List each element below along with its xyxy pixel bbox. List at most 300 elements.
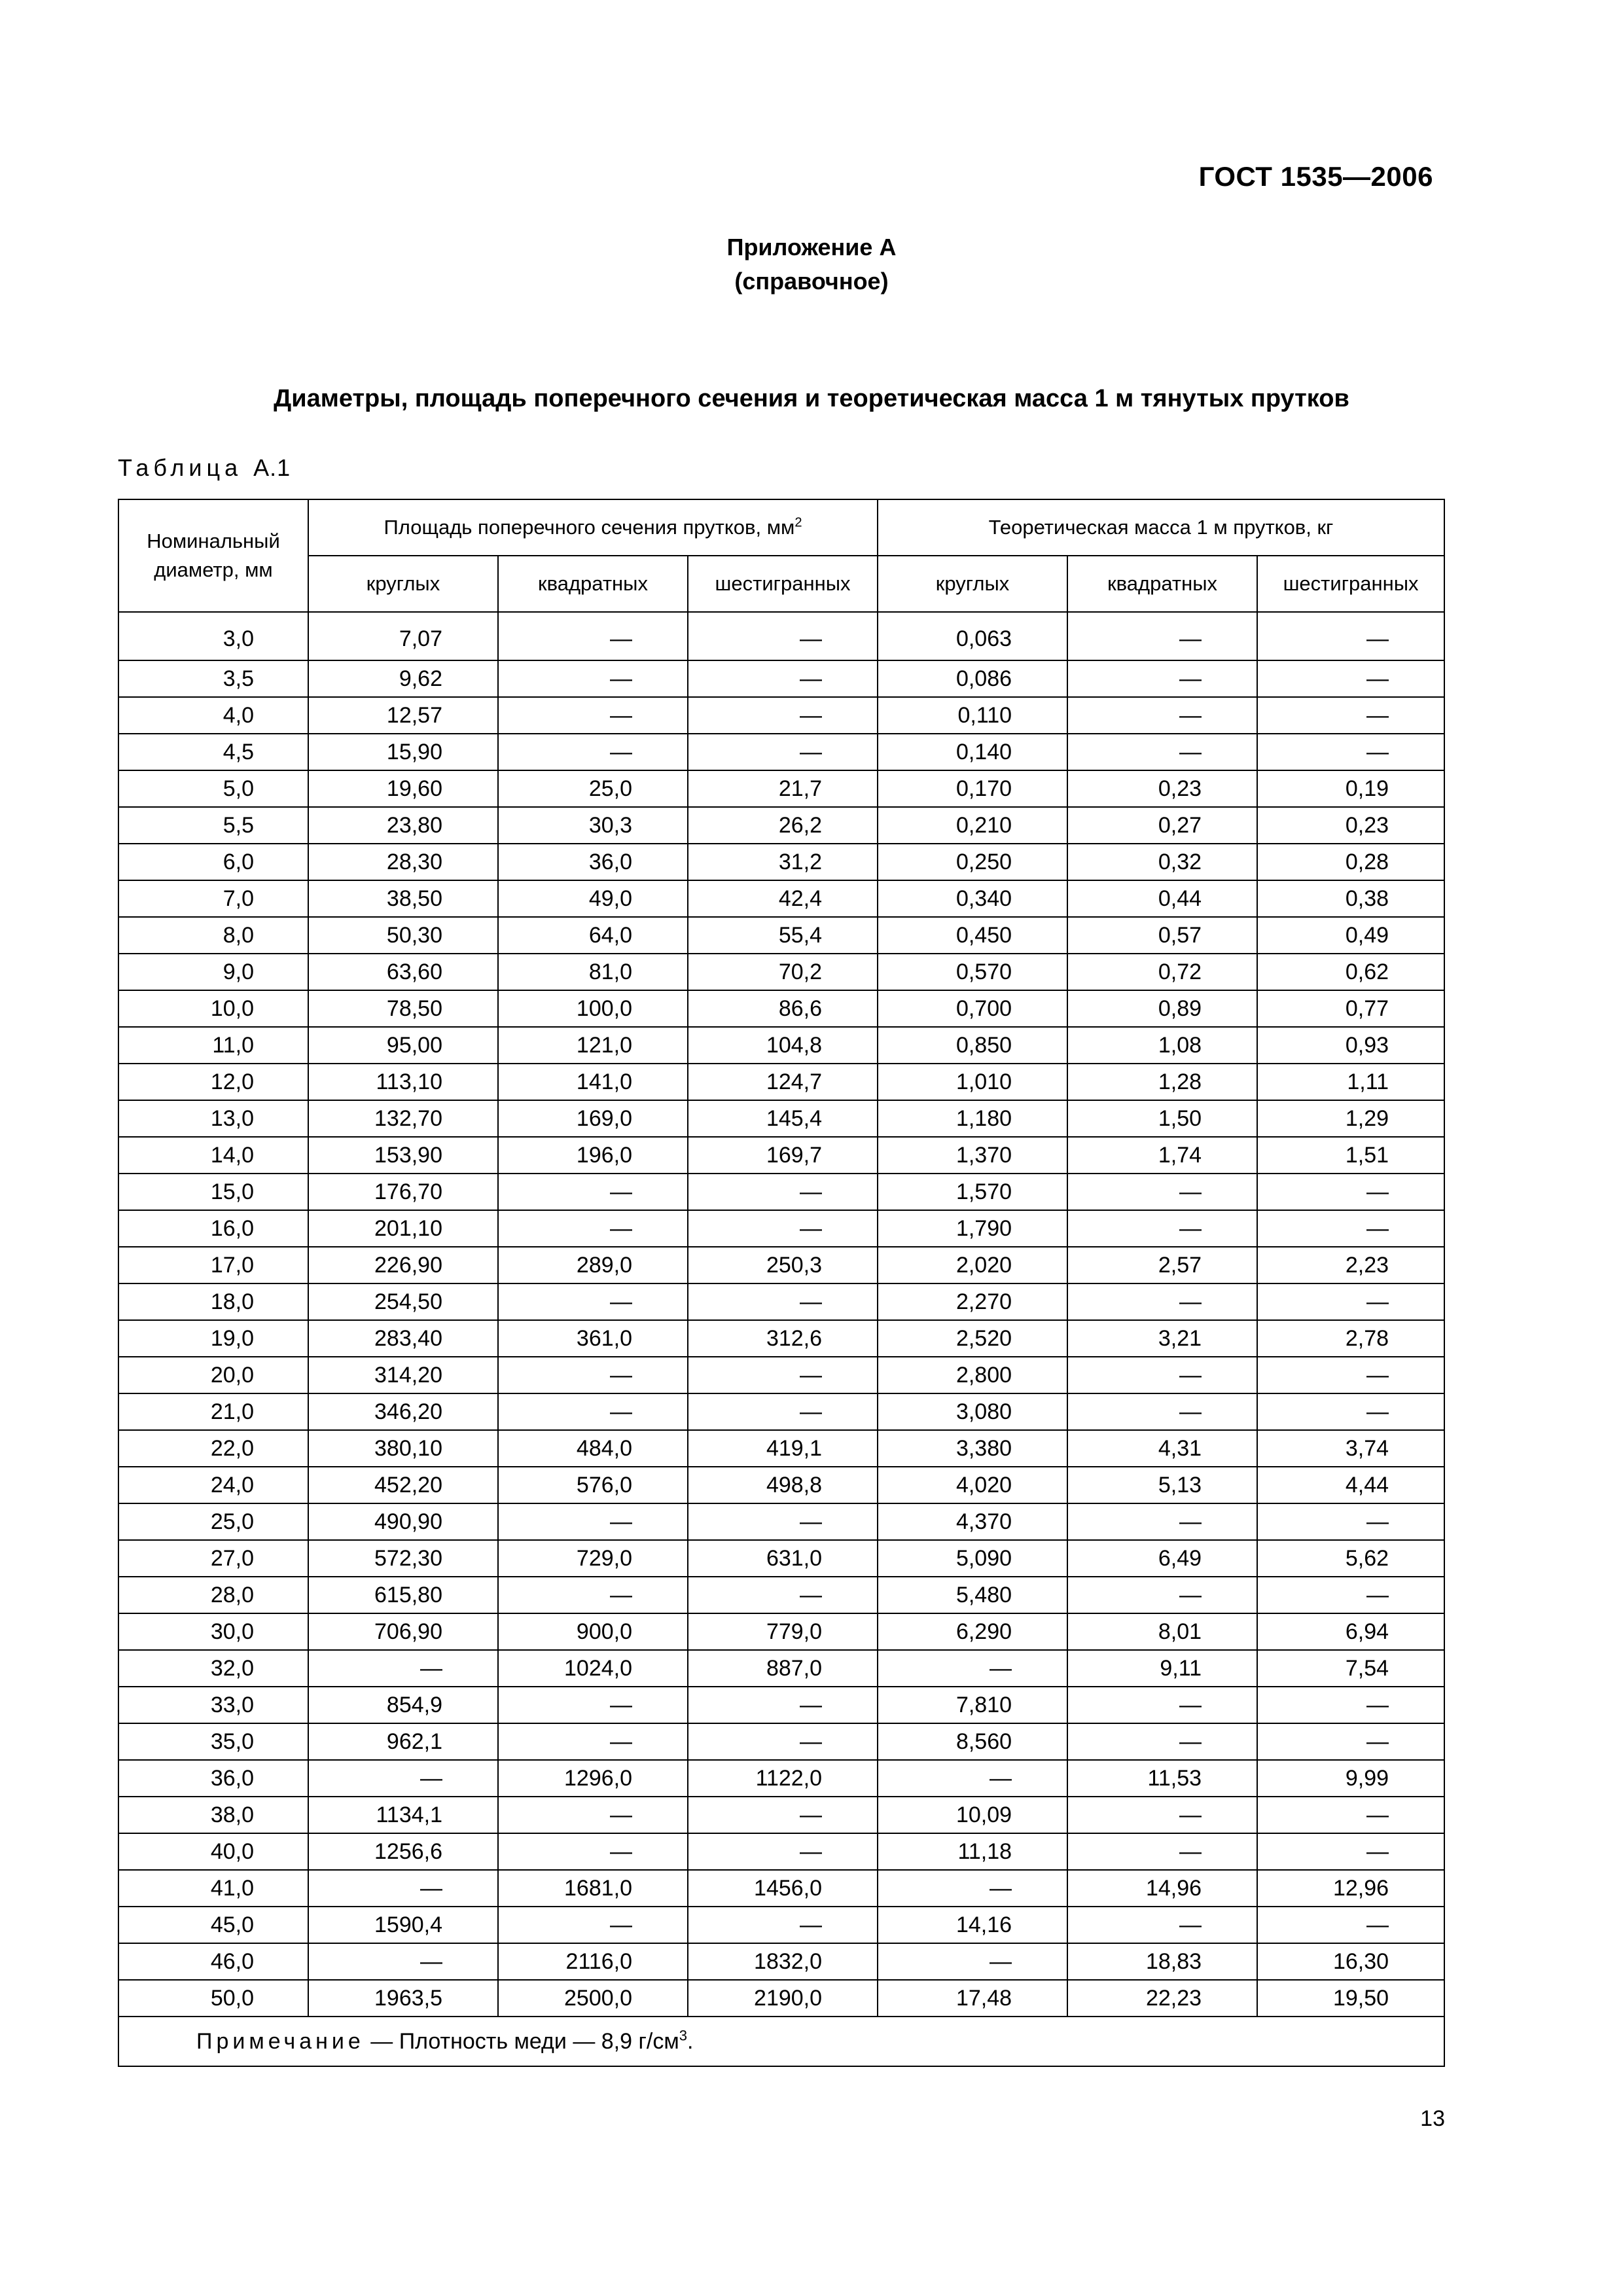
table-note-row (118, 2017, 1444, 2066)
cell-area-square: — (498, 1174, 688, 1210)
cell-area-square: 2500,0 (498, 1980, 688, 2017)
table-row (118, 1430, 1444, 1467)
table-row (118, 660, 1444, 697)
cell-area-hexagonal: 104,8 (688, 1027, 878, 1064)
cell-mass-round: 2,800 (878, 1357, 1067, 1393)
table-row (118, 1613, 1444, 1650)
cell-area-round: 28,30 (308, 844, 498, 880)
cell-area-hexagonal: 887,0 (688, 1650, 878, 1687)
cell-mass-square: — (1067, 1687, 1257, 1723)
table-row (118, 1723, 1444, 1760)
cell-area-round: 95,00 (308, 1027, 498, 1064)
cell-mass-square: 0,32 (1067, 844, 1257, 880)
cell-diameter: 25,0 (118, 1503, 308, 1540)
cell-area-round: 153,90 (308, 1137, 498, 1174)
cell-mass-hexagonal: — (1257, 697, 1444, 734)
cell-area-square: — (498, 1687, 688, 1723)
cell-mass-round: 2,020 (878, 1247, 1067, 1283)
cell-area-round: 7,07 (308, 612, 498, 660)
cell-area-square: 361,0 (498, 1320, 688, 1357)
cell-area-square: 30,3 (498, 807, 688, 844)
subheader-mass-square: квадратных (1067, 556, 1257, 612)
cell-area-hexagonal: 145,4 (688, 1100, 878, 1137)
cell-mass-hexagonal: 4,44 (1257, 1467, 1444, 1503)
cell-diameter: 36,0 (118, 1760, 308, 1797)
cell-mass-square: — (1067, 1907, 1257, 1943)
table-row (118, 734, 1444, 770)
cell-area-square: 141,0 (498, 1064, 688, 1100)
cell-mass-hexagonal: 16,30 (1257, 1943, 1444, 1980)
table-row (118, 844, 1444, 880)
cell-area-round: — (308, 1760, 498, 1797)
table-row (118, 1760, 1444, 1797)
cell-area-hexagonal: — (688, 1210, 878, 1247)
cell-area-square: 1024,0 (498, 1650, 688, 1687)
annex-kind: (справочное) (734, 268, 889, 295)
cell-diameter: 27,0 (118, 1540, 308, 1577)
table-row (118, 1100, 1444, 1137)
subheader-area-square: квадратных (498, 556, 688, 612)
cell-area-hexagonal: 498,8 (688, 1467, 878, 1503)
cell-area-hexagonal: 1122,0 (688, 1760, 878, 1797)
cell-mass-square: 1,28 (1067, 1064, 1257, 1100)
cell-mass-round: — (878, 1650, 1067, 1687)
cell-mass-round: 0,700 (878, 990, 1067, 1027)
cell-area-hexagonal: — (688, 1174, 878, 1210)
cell-area-round: 201,10 (308, 1210, 498, 1247)
table-caption (118, 454, 291, 482)
cell-area-round: 63,60 (308, 954, 498, 990)
cell-area-round: 346,20 (308, 1393, 498, 1430)
cell-mass-hexagonal: — (1257, 1907, 1444, 1943)
cell-area-square: 81,0 (498, 954, 688, 990)
document-title: Диаметры, площадь поперечного сечения и теоретическая масса 1 м тянутых прутков (274, 385, 1349, 412)
cell-area-square: 289,0 (498, 1247, 688, 1283)
cell-mass-round: — (878, 1870, 1067, 1907)
cell-area-square: 900,0 (498, 1613, 688, 1650)
note-end: . (687, 2029, 694, 2054)
cell-area-round: 78,50 (308, 990, 498, 1027)
cell-mass-square: — (1067, 1357, 1257, 1393)
note-sup: 3 (679, 2027, 687, 2044)
cell-mass-hexagonal: — (1257, 1723, 1444, 1760)
cell-area-square: 169,0 (498, 1100, 688, 1137)
cell-area-round: 226,90 (308, 1247, 498, 1283)
cell-diameter: 21,0 (118, 1393, 308, 1430)
cell-mass-hexagonal: — (1257, 734, 1444, 770)
cell-area-round: 38,50 (308, 880, 498, 917)
cell-mass-hexagonal: — (1257, 1833, 1444, 1870)
cell-area-hexagonal: 631,0 (688, 1540, 878, 1577)
table-note (118, 2017, 1444, 2066)
cell-area-hexagonal: — (688, 612, 878, 660)
cell-area-square: 576,0 (498, 1467, 688, 1503)
cell-diameter: 5,0 (118, 770, 308, 807)
cell-mass-round: — (878, 1760, 1067, 1797)
cell-diameter: 50,0 (118, 1980, 308, 2017)
cell-mass-hexagonal: — (1257, 1503, 1444, 1540)
cell-mass-hexagonal: 5,62 (1257, 1540, 1444, 1577)
table-header-row (118, 499, 1444, 556)
cell-mass-round: 5,090 (878, 1540, 1067, 1577)
cell-mass-round: 0,850 (878, 1027, 1067, 1064)
table-row (118, 1357, 1444, 1393)
cell-diameter: 6,0 (118, 844, 308, 880)
table-row (118, 880, 1444, 917)
cell-mass-square: — (1067, 1723, 1257, 1760)
cell-mass-hexagonal: 2,23 (1257, 1247, 1444, 1283)
cell-mass-square: — (1067, 612, 1257, 660)
annex-title: Приложение А (726, 234, 897, 260)
cell-diameter: 28,0 (118, 1577, 308, 1613)
cell-diameter: 3,5 (118, 660, 308, 697)
cell-area-square: 49,0 (498, 880, 688, 917)
cell-mass-hexagonal: — (1257, 1174, 1444, 1210)
cell-area-square: 25,0 (498, 770, 688, 807)
cell-area-hexagonal: 169,7 (688, 1137, 878, 1174)
cell-area-round: 1134,1 (308, 1797, 498, 1833)
cell-area-round: 615,80 (308, 1577, 498, 1613)
cell-area-hexagonal: — (688, 1393, 878, 1430)
cell-mass-square: 1,74 (1067, 1137, 1257, 1174)
cell-area-hexagonal: — (688, 1907, 878, 1943)
cell-diameter: 33,0 (118, 1687, 308, 1723)
table-row (118, 1650, 1444, 1687)
cell-mass-square: 1,50 (1067, 1100, 1257, 1137)
cell-area-round: — (308, 1870, 498, 1907)
header-mass-group: Теоретическая масса 1 м прутков, кг (878, 499, 1444, 556)
cell-mass-square: — (1067, 1833, 1257, 1870)
cell-mass-round: 10,09 (878, 1797, 1067, 1833)
cell-mass-square: 3,21 (1067, 1320, 1257, 1357)
cell-mass-hexagonal: 0,93 (1257, 1027, 1444, 1064)
table-row (118, 1393, 1444, 1430)
table-row (118, 1467, 1444, 1503)
table-row (118, 1907, 1444, 1943)
cell-diameter: 41,0 (118, 1870, 308, 1907)
header-area-text: Площадь поперечного сечения прутков, мм (383, 516, 795, 539)
cell-mass-square: — (1067, 1210, 1257, 1247)
cell-mass-square: 0,89 (1067, 990, 1257, 1027)
cell-area-hexagonal: 1456,0 (688, 1870, 878, 1907)
cell-diameter: 12,0 (118, 1064, 308, 1100)
cell-mass-round: 0,340 (878, 880, 1067, 917)
cell-area-hexagonal: 31,2 (688, 844, 878, 880)
cell-mass-hexagonal: — (1257, 1577, 1444, 1613)
cell-area-hexagonal: — (688, 660, 878, 697)
cell-mass-hexagonal: 19,50 (1257, 1980, 1444, 2017)
cell-area-round: 1963,5 (308, 1980, 498, 2017)
cell-diameter: 45,0 (118, 1907, 308, 1943)
table-row (118, 1833, 1444, 1870)
table-row (118, 1503, 1444, 1540)
cell-diameter: 32,0 (118, 1650, 308, 1687)
cell-area-square: — (498, 612, 688, 660)
cell-mass-square: — (1067, 1393, 1257, 1430)
cell-area-hexagonal: — (688, 1283, 878, 1320)
cell-area-square: — (498, 1797, 688, 1833)
cell-area-hexagonal: — (688, 1503, 878, 1540)
cell-mass-square: 14,96 (1067, 1870, 1257, 1907)
cell-diameter: 16,0 (118, 1210, 308, 1247)
table-caption-number: А.1 (253, 454, 291, 481)
cell-area-hexagonal: 42,4 (688, 880, 878, 917)
table-row (118, 1283, 1444, 1320)
table-caption-label: Таблица (118, 454, 243, 481)
table-row (118, 1137, 1444, 1174)
cell-mass-square: 0,57 (1067, 917, 1257, 954)
cell-mass-round: 7,810 (878, 1687, 1067, 1723)
header-area-group (308, 499, 878, 556)
cell-mass-hexagonal: — (1257, 1210, 1444, 1247)
cell-mass-round: 0,110 (878, 697, 1067, 734)
cell-area-round: 254,50 (308, 1283, 498, 1320)
cell-area-hexagonal: 124,7 (688, 1064, 878, 1100)
cell-area-hexagonal: — (688, 1833, 878, 1870)
cell-area-hexagonal: 70,2 (688, 954, 878, 990)
cell-mass-hexagonal: 1,11 (1257, 1064, 1444, 1100)
cell-mass-square: — (1067, 1503, 1257, 1540)
cell-diameter: 4,5 (118, 734, 308, 770)
header-diameter-line2: диаметр, мм (154, 558, 273, 581)
cell-mass-hexagonal: — (1257, 1283, 1444, 1320)
cell-area-hexagonal: — (688, 1357, 878, 1393)
cell-mass-round: 6,290 (878, 1613, 1067, 1650)
cell-area-hexagonal: 86,6 (688, 990, 878, 1027)
cell-mass-round: 3,080 (878, 1393, 1067, 1430)
cell-area-square: — (498, 1503, 688, 1540)
cell-diameter: 46,0 (118, 1943, 308, 1980)
table-row (118, 1027, 1444, 1064)
cell-area-square: 2116,0 (498, 1943, 688, 1980)
cell-mass-round: 8,560 (878, 1723, 1067, 1760)
page-number: 13 (1420, 2106, 1445, 2131)
table-row (118, 612, 1444, 660)
cell-mass-hexagonal: 7,54 (1257, 1650, 1444, 1687)
subheader-area-round: круглых (308, 556, 498, 612)
annex-heading (0, 230, 1623, 298)
cell-mass-round: 3,380 (878, 1430, 1067, 1467)
cell-mass-hexagonal: 0,19 (1257, 770, 1444, 807)
header-diameter (118, 499, 308, 612)
cell-area-hexagonal: 2190,0 (688, 1980, 878, 2017)
cell-mass-square: 0,23 (1067, 770, 1257, 807)
cell-mass-hexagonal: 0,23 (1257, 807, 1444, 844)
cell-mass-round: 14,16 (878, 1907, 1067, 1943)
cell-mass-round: 4,020 (878, 1467, 1067, 1503)
cell-area-square: 36,0 (498, 844, 688, 880)
cell-diameter: 8,0 (118, 917, 308, 954)
cell-mass-round: 1,180 (878, 1100, 1067, 1137)
cell-area-hexagonal: — (688, 1723, 878, 1760)
cell-diameter: 15,0 (118, 1174, 308, 1210)
cell-area-square: 121,0 (498, 1027, 688, 1064)
cell-mass-square: 0,72 (1067, 954, 1257, 990)
table-row (118, 807, 1444, 844)
cell-mass-square: 22,23 (1067, 1980, 1257, 2017)
cell-mass-round: 0,170 (878, 770, 1067, 807)
cell-mass-round: 0,063 (878, 612, 1067, 660)
cell-mass-round: 1,010 (878, 1064, 1067, 1100)
cell-mass-hexagonal: 0,77 (1257, 990, 1444, 1027)
cell-mass-hexagonal: — (1257, 1687, 1444, 1723)
data-table (118, 499, 1445, 2067)
cell-area-square: 1681,0 (498, 1870, 688, 1907)
table-row (118, 1540, 1444, 1577)
cell-diameter: 7,0 (118, 880, 308, 917)
cell-area-hexagonal: 419,1 (688, 1430, 878, 1467)
cell-area-square: 484,0 (498, 1430, 688, 1467)
cell-mass-round: — (878, 1943, 1067, 1980)
cell-area-square: — (498, 734, 688, 770)
table-row (118, 1870, 1444, 1907)
note-text: — Плотность меди — 8,9 г/см (364, 2029, 679, 2054)
cell-area-square: — (498, 1210, 688, 1247)
cell-mass-square: 4,31 (1067, 1430, 1257, 1467)
cell-area-round: 1590,4 (308, 1907, 498, 1943)
cell-area-square: 100,0 (498, 990, 688, 1027)
table-row (118, 990, 1444, 1027)
cell-area-square: — (498, 1393, 688, 1430)
cell-area-round: 176,70 (308, 1174, 498, 1210)
table-row (118, 1687, 1444, 1723)
cell-mass-round: 11,18 (878, 1833, 1067, 1870)
table-body (118, 612, 1444, 2017)
cell-diameter: 17,0 (118, 1247, 308, 1283)
cell-mass-square: — (1067, 697, 1257, 734)
cell-area-round: 962,1 (308, 1723, 498, 1760)
cell-area-hexagonal: 21,7 (688, 770, 878, 807)
table-row (118, 1980, 1444, 2017)
cell-area-square: 1296,0 (498, 1760, 688, 1797)
cell-mass-hexagonal: 2,78 (1257, 1320, 1444, 1357)
subheader-area-hexagonal: шестигранных (688, 556, 878, 612)
cell-mass-square: — (1067, 1577, 1257, 1613)
cell-area-round: 113,10 (308, 1064, 498, 1100)
table-row (118, 1174, 1444, 1210)
cell-mass-round: 0,450 (878, 917, 1067, 954)
cell-diameter: 35,0 (118, 1723, 308, 1760)
cell-mass-round: 0,250 (878, 844, 1067, 880)
cell-mass-hexagonal: 0,38 (1257, 880, 1444, 917)
cell-diameter: 20,0 (118, 1357, 308, 1393)
cell-mass-hexagonal: 0,28 (1257, 844, 1444, 880)
cell-area-square: 729,0 (498, 1540, 688, 1577)
table-row (118, 770, 1444, 807)
cell-mass-round: 5,480 (878, 1577, 1067, 1613)
cell-mass-square: — (1067, 660, 1257, 697)
cell-diameter: 18,0 (118, 1283, 308, 1320)
table-row (118, 1064, 1444, 1100)
cell-diameter: 24,0 (118, 1467, 308, 1503)
cell-diameter: 22,0 (118, 1430, 308, 1467)
table-row (118, 954, 1444, 990)
cell-area-round: 854,9 (308, 1687, 498, 1723)
cell-area-round: 12,57 (308, 697, 498, 734)
cell-area-hexagonal: — (688, 1687, 878, 1723)
cell-mass-square: 0,44 (1067, 880, 1257, 917)
cell-mass-round: 1,790 (878, 1210, 1067, 1247)
subheader-mass-hexagonal: шестигранных (1257, 556, 1444, 612)
cell-mass-square: — (1067, 1283, 1257, 1320)
cell-area-square: 64,0 (498, 917, 688, 954)
cell-area-hexagonal: 779,0 (688, 1613, 878, 1650)
note-label: Примечание (196, 2029, 365, 2054)
cell-area-square: — (498, 1357, 688, 1393)
cell-mass-square: 5,13 (1067, 1467, 1257, 1503)
cell-mass-hexagonal: 0,49 (1257, 917, 1444, 954)
cell-area-round: 1256,6 (308, 1833, 498, 1870)
header-diameter-line1: Номинальный (147, 529, 280, 552)
cell-mass-hexagonal: — (1257, 1357, 1444, 1393)
cell-area-hexagonal: — (688, 1797, 878, 1833)
cell-area-hexagonal: — (688, 734, 878, 770)
cell-area-hexagonal: 26,2 (688, 807, 878, 844)
cell-mass-hexagonal: 6,94 (1257, 1613, 1444, 1650)
table-row (118, 1577, 1444, 1613)
cell-area-round: 380,10 (308, 1430, 498, 1467)
cell-diameter: 19,0 (118, 1320, 308, 1357)
cell-diameter: 11,0 (118, 1027, 308, 1064)
cell-diameter: 30,0 (118, 1613, 308, 1650)
table-row (118, 917, 1444, 954)
cell-mass-round: 2,270 (878, 1283, 1067, 1320)
cell-area-square: — (498, 660, 688, 697)
cell-mass-round: 17,48 (878, 1980, 1067, 2017)
cell-mass-round: 0,210 (878, 807, 1067, 844)
cell-area-hexagonal: — (688, 1577, 878, 1613)
cell-area-round: 19,60 (308, 770, 498, 807)
cell-mass-hexagonal: 12,96 (1257, 1870, 1444, 1907)
cell-mass-hexagonal: — (1257, 660, 1444, 697)
cell-mass-round: 0,086 (878, 660, 1067, 697)
cell-area-hexagonal: 250,3 (688, 1247, 878, 1283)
table-row (118, 1943, 1444, 1980)
table-row (118, 1247, 1444, 1283)
cell-mass-square: 2,57 (1067, 1247, 1257, 1283)
cell-area-square: — (498, 1283, 688, 1320)
cell-area-square: — (498, 1833, 688, 1870)
cell-diameter: 10,0 (118, 990, 308, 1027)
cell-mass-square: 11,53 (1067, 1760, 1257, 1797)
cell-diameter: 3,0 (118, 612, 308, 660)
cell-mass-hexagonal: 9,99 (1257, 1760, 1444, 1797)
cell-area-round: 490,90 (308, 1503, 498, 1540)
cell-mass-hexagonal: — (1257, 1797, 1444, 1833)
cell-area-round: 15,90 (308, 734, 498, 770)
cell-diameter: 40,0 (118, 1833, 308, 1870)
cell-area-round: 283,40 (308, 1320, 498, 1357)
cell-mass-square: 6,49 (1067, 1540, 1257, 1577)
cell-mass-round: 2,520 (878, 1320, 1067, 1357)
cell-mass-square: — (1067, 734, 1257, 770)
cell-mass-square: 9,11 (1067, 1650, 1257, 1687)
cell-area-hexagonal: 55,4 (688, 917, 878, 954)
cell-mass-square: — (1067, 1797, 1257, 1833)
cell-area-square: — (498, 1907, 688, 1943)
table-subheader-row (118, 556, 1444, 612)
cell-mass-hexagonal: 3,74 (1257, 1430, 1444, 1467)
cell-area-square: — (498, 1723, 688, 1760)
cell-mass-square: 18,83 (1067, 1943, 1257, 1980)
cell-mass-round: 1,370 (878, 1137, 1067, 1174)
header-area-sup: 2 (794, 515, 802, 530)
cell-mass-square: 0,27 (1067, 807, 1257, 844)
cell-area-square: — (498, 697, 688, 734)
cell-mass-square: 8,01 (1067, 1613, 1257, 1650)
cell-area-round: 132,70 (308, 1100, 498, 1137)
cell-mass-hexagonal: 1,29 (1257, 1100, 1444, 1137)
